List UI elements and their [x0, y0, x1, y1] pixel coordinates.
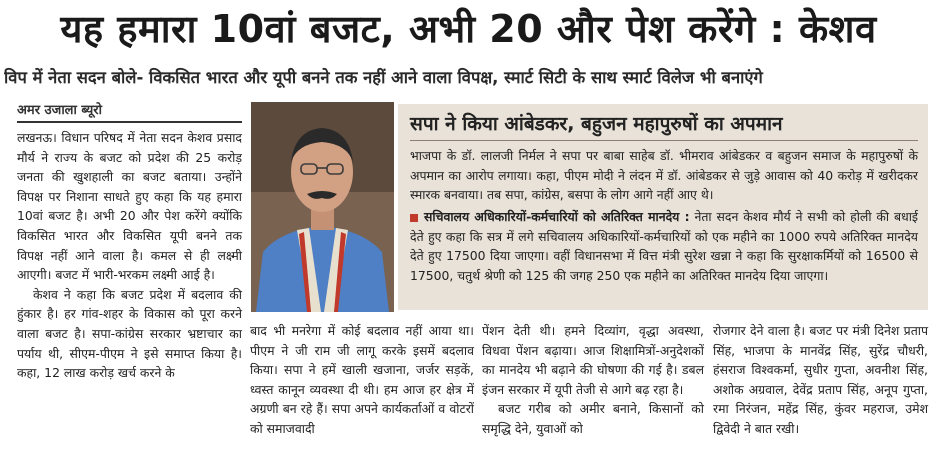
article-column-2 — [250, 321, 474, 439]
column-2-paragraph: बाद भी मनरेगा में कोई बदलाव नहीं आया था। पीएम ने जी राम जी लागू करके इसमें बदलाव किया। सपा ने हमें खाली खजाना, जर्जर सड़कें, ध्वस्त कानून व्यवस्था दी थी। हम आज हर क्षेत्र में अग्रणी बन रहे हैं। सपा अपने कार्यकर्ताओं व वोटरों को समाजवादी — [250, 323, 474, 436]
headline: यह हमारा 10वां बजट, अभी 20 और पेश करेंगे : केशव — [60, 7, 877, 51]
article-column-3 — [482, 321, 704, 439]
article-column-4 — [713, 321, 928, 439]
box-title-rule — [410, 140, 918, 141]
article-column-1 — [17, 128, 242, 383]
column-3-paragraph-2: बजट गरीब को अमीर बनाने, किसानों को समृद्धि देने, युवाओं को — [482, 401, 704, 436]
red-square-bullet-icon — [410, 214, 418, 222]
box-title: सपा ने किया आंबेडकर, बहुजन महापुरुषों का अपमान — [410, 113, 783, 135]
deck-subheadline: विप में नेता सदन बोले- विकसित भारत और यूपी बनने तक नहीं आने वाला विपक्ष, स्मार्ट सिटी के साथ स्मार्ट विलेज भी बनाएंगे — [4, 68, 763, 87]
box-paragraph-2-text: नेता सदन केशव मौर्य ने सभी को होली की बधाई देते हुए कहा कि सत्र में लगे सचिवालय अधिकारियों-कर्मचारियों को एक महीने का 1000 रुपये अतिरिक्त मानदेय देते हुए 17500 दिया जाएगा। वहीं विधानसभा में वित्त मंत्री सुरेश खन्ना ने कहा कि सुरक्षाकर्मियों को 16500 से 17500, चतुर्थ श्रेणी को 125 की जगह 250 एक महीने का अतिरिक्त मानदेय दिया जाएगा। — [410, 209, 918, 283]
box-subheading: सचिवालय अधिकारियों-कर्मचारियों को अतिरिक्त मानदेय : — [424, 209, 690, 224]
column-4-paragraph: रोजगार देने वाला है। बजट पर मंत्री दिनेश प्रताप सिंह, भाजपा के मानवेंद्र सिंह, सुरेंद्र चौधरी, हंसराज विश्वकर्मा, सुधीर गुप्ता, अवनीश सिंह, अशोक अग्रवाल, देवेंद्र प्रताप सिंह, अनूप गुप्ता, रमा निरंजन, महेंद्र सिंह, कुंवर महराज, उमेश द्विवेदी ने बात रखी। — [713, 323, 928, 436]
sidebar-box — [398, 104, 928, 310]
byline-rule — [17, 121, 242, 123]
box-paragraph-1: भाजपा के डॉ. लालजी निर्मल ने सपा पर बाबा साहेब डॉ. भीमराव आंबेडकर व बहुजन समाज के महापुरुषों के अपमान का आरोप लगाया। कहा, पीएम मोदी ने लंदन में डॉ. आंबेडकर से जुड़े आवास को 40 करोड़ में खरीदकर स्मारक बनवाया। तब सपा, कांग्रेस, बसपा के लोग आगे नहीं आए थे। — [410, 148, 918, 203]
box-paragraph-2 — [410, 207, 918, 285]
portrait-photo — [251, 102, 394, 312]
portrait-illustration — [251, 102, 394, 312]
column-3-paragraph-1: पेंशन देती थी। हमने दिव्यांग, वृद्धा अवस्था, विधवा पेंशन बढ़ाया। आज शिक्षामित्रों-अनुदेशकों का मानदेय भी बढ़ाने की घोषणा की गई है। डबल इंजन सरकार में यूपी तेजी से आगे बढ़ रहा है। — [482, 323, 704, 397]
byline: अमर उजाला ब्यूरो — [17, 103, 102, 118]
column-1-paragraph-1: लखनऊ। विधान परिषद में नेता सदन केशव प्रसाद मौर्य ने राज्य के बजट को प्रदेश की 25 करोड़ जनता की खुशहाली का बजट बताया। उन्होंने विपक्ष पर निशाना साधते हुए कहा कि यह हमारा 10वां बजट है। अभी 20 और पेश करेंगे क्योंकि विकसित भारत और विकसित यूपी बनने तक विपक्ष नहीं आने वाला है। कमल से ही लक्ष्मी आएगी। बजट में भारी-भरकम लक्ष्मी आई है। — [17, 130, 242, 283]
column-1-paragraph-2: केशव ने कहा कि बजट प्रदेश में बदलाव की हुंकार है। हर गांव-शहर के विकास को पूरा करने वाला बजट है। सपा-कांग्रेस सरकार भ्रष्टाचार का पर्याय थी, सीएम-पीएम ने इसे समाप्त किया है। कहा, 12 लाख करोड़ खर्च करने के — [17, 286, 242, 381]
